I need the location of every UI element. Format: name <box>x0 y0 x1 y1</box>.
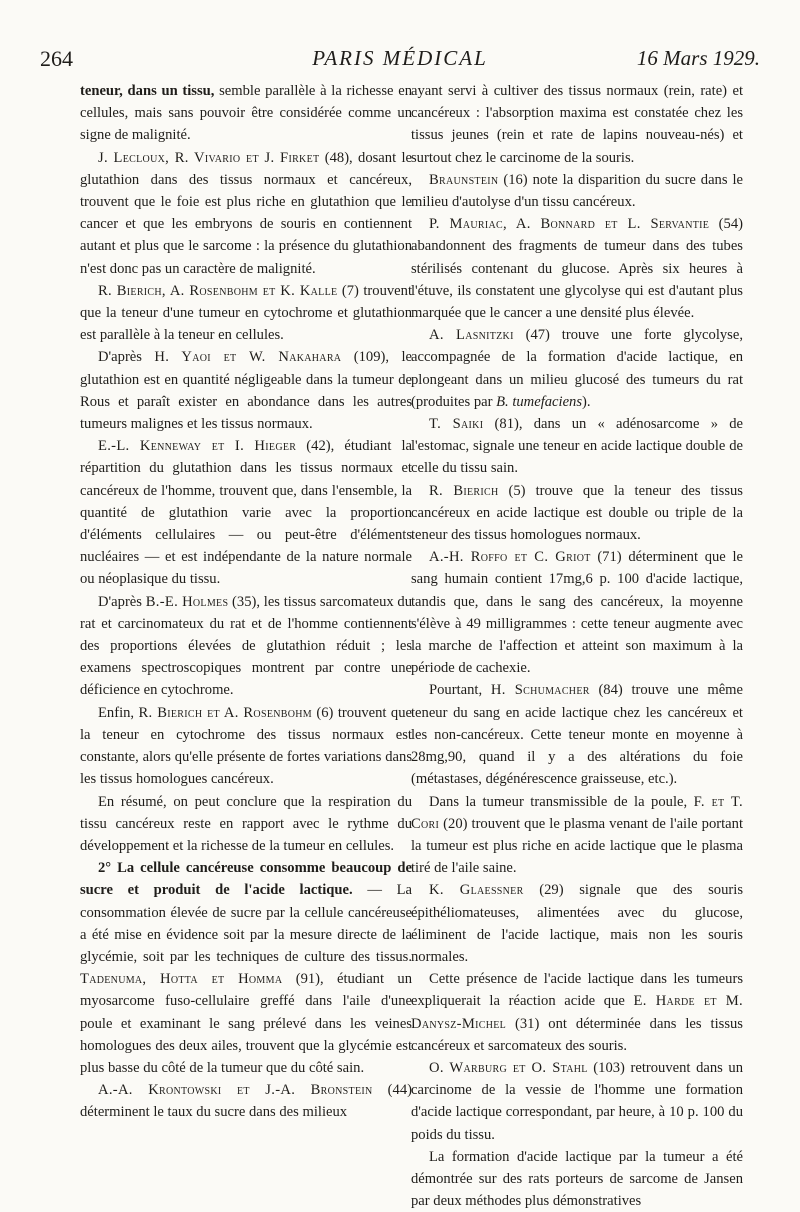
text: ayant servi à cultiver des tissus normaux (rein, rate) et cancéreux : l'absorption maxima est constatée chez les tissus jeunes (rein et rate de lapins nouveau-nés) et surtout chez le carcinome de la souris. <box>411 83 743 166</box>
authors: A. Lasnitzki <box>429 327 514 344</box>
text: Dans la tumeur transmissible de la poule, <box>429 793 694 810</box>
paragraph <box>411 879 743 968</box>
paragraph <box>80 80 412 147</box>
paragraph <box>80 702 412 791</box>
paragraph <box>80 591 412 702</box>
text: (6) trouvent que la teneur en cytochrome des tissus normaux est constante, alors qu'elle présente de fortes variations dans les tissus homologues cancéreux. <box>80 704 412 788</box>
authors: E. Harde et M. Danysz-Michel <box>411 993 743 1032</box>
authors: H. Yaoi et W. Nakahara <box>154 349 342 366</box>
text: (54) abandonnent des fragments de tumeur dans des tubes stérilisés contenant du glucose. Après six heures à l'étuve, ils constatent une glycolyse qui est d'autant plus marquée que le cancer a une densité plus élevée. <box>411 216 743 322</box>
authors: O. Warburg et O. Stahl <box>429 1059 588 1076</box>
paragraph <box>411 480 743 547</box>
left-column <box>80 80 412 1124</box>
text: La formation d'acide lactique par la tumeur a été démontrée sur des rats porteurs de sarcome de Jansen par deux méthodes plus démonstratives <box>411 1148 743 1210</box>
paragraph <box>411 546 743 679</box>
text: Pourtant, <box>429 682 491 699</box>
text: (20) trouvent que le plasma venant de l'aile portant la tumeur est plus riche en acide lactique que le plasma tiré de l'aile saine. <box>411 815 743 877</box>
text: (47) trouve une forte glycolyse, accompagnée de la formation d'acide lactique, en plongeant dans un milieu glucosé des tumeurs du rat (produites par <box>411 327 743 410</box>
authors: K. Glaessner <box>429 882 524 899</box>
paragraph <box>80 147 412 280</box>
species-name: B. tumefaciens <box>496 393 583 410</box>
paragraph <box>411 968 743 1057</box>
journal-title: PARIS MÉDICAL <box>312 46 488 70</box>
paragraph <box>411 80 743 169</box>
paragraph <box>80 1079 412 1123</box>
authors: R. Bierich <box>429 482 499 499</box>
text: Enfin, <box>98 704 139 721</box>
authors: E.-L. Kenneway et I. Hieger <box>98 438 297 455</box>
authors: T. Saiki <box>429 416 484 433</box>
paragraph <box>411 169 743 213</box>
text: (35), les tissus sarcomateux du rat et carcinomateux du rat et de l'homme contiennent des proportions élevées de glutathion réduit ; les examens spectroscopiques montrent par contre une déficience en cytochrome. <box>80 593 413 699</box>
text: (103) retrouvent dans un carcinome de la vessie de l'homme une formation d'acide lactique correspondant, par heure, à 10 p. 100 du poids du tissu. <box>411 1059 743 1143</box>
section-heading: 2° La cellule cancéreuse consomme beaucoup de sucre et produit de l'acide lactique. <box>80 860 412 899</box>
authors: A.-H. Roffo et C. Griot <box>429 549 591 566</box>
text: D'après <box>98 349 155 366</box>
text: D'après <box>98 593 146 610</box>
paragraph <box>411 679 743 790</box>
authors: F. et T. Cori <box>411 793 743 832</box>
text: (91), étudiant un myosarcome fuso-cellulaire greffé dans l'aile d'une poule et examinant le sang prélevé dans les veines homologues des deux ailes, trouvent que la glycémie est plus basse du côté de la tumeur que du côté sain. <box>80 971 412 1076</box>
text: (44) déterminent le taux du sucre dans des milieux <box>80 1082 412 1121</box>
paragraph <box>80 435 412 590</box>
paragraph <box>411 213 743 324</box>
paragraph <box>411 1146 743 1212</box>
paragraph <box>411 791 743 880</box>
text: ). <box>582 393 591 410</box>
paragraph <box>411 413 743 480</box>
text: (7) trouvent que la teneur d'une tumeur en cytochrome et glutathion est parallèle à la teneur en cellules. <box>80 282 413 344</box>
text: (109), le glutathion est en quantité négligeable dans la tumeur de Rous et paraît exister en abondance dans les autres tumeurs malignes et les tissus normaux. <box>80 349 412 433</box>
authors: Tadenuma, Hotta et Homma <box>80 971 283 988</box>
text: (16) note la disparition du sucre dans le milieu d'autolyse d'un tissu cancéreux. <box>411 171 743 211</box>
text: (71) déterminent que le sang humain contient 17mg,6 p. 100 d'acide lactique, tandis que, dans le sang des cancéreux, la moyenne s'élève à 49 milligrammes : cette teneur augmente avec la marche de l'affection et atteint son maximum à la période de cachexie. <box>411 549 743 677</box>
paragraph <box>80 346 412 435</box>
page-header <box>40 46 760 76</box>
issue-date: 16 Mars 1929. <box>636 46 760 70</box>
page-number: 264 <box>40 46 73 71</box>
text: (48), dosant le glutathion dans des tissus normaux et cancéreux, trouvent que le foie est plus riche en glutathion que le cancer et que les embryons de souris en contiennent autant et plus que le sarcome : la présence du glutathion n'est donc pas un caractère de malignité. <box>80 149 412 277</box>
paragraph <box>80 280 412 347</box>
text: — La consommation élevée de sucre par la cellule cancéreuse a été mise en évidence soit par la mesure directe de la glycémie, soit par les techniques de culture des tissus. <box>80 882 412 965</box>
paragraph <box>411 1057 743 1146</box>
text: En résumé, on peut conclure que la respiration du tissu cancéreux reste en rapport avec le rythme du développement et la richesse de la tumeur en cellules. <box>80 793 412 854</box>
paragraph <box>411 324 743 413</box>
authors: H. Schumacher <box>490 682 590 699</box>
bold-text: teneur, dans un tissu, <box>80 83 215 99</box>
authors: Braunstein <box>429 171 499 188</box>
right-column <box>411 80 743 1212</box>
authors: J. Lecloux, R. Vivario et J. Firket <box>98 149 320 166</box>
authors: A.-A. Krontowski et J.-A. Bronstein <box>98 1082 373 1099</box>
text: (31) ont déterminée dans les tissus cancéreux et sarcomateux des souris. <box>411 1015 743 1054</box>
text: (81), dans un « adénosarcome » de l'estomac, signale une teneur en acide lactique double de celle du tissu sain. <box>411 416 743 477</box>
text: Cette présence de l'acide lactique dans les tumeurs expliquerait la réaction acide que <box>411 971 743 1010</box>
paragraph <box>80 791 412 858</box>
text: (42), étudiant la répartition du glutathion dans les tissus normaux et cancéreux de l'homme, trouvent que, dans l'ensemble, la quantité de glutathion varie avec la proportion d'éléments cellulaires — ou peut-être d'éléments nucléaires — et est indépendante de la nature normale ou néoplasique du tissu. <box>80 438 412 588</box>
text: semble parallèle à la richesse en cellules, mais sans pouvoir être considérée comme un signe de malignité. <box>80 83 412 144</box>
text: (84) trouve une même teneur du sang en acide lactique chez les cancéreux et les non-cancéreux. Cette teneur monte en moyenne à 28mg,90, quand il y a des altérations du foie (métastases, dégénérescence graisseuse, etc.). <box>411 682 743 788</box>
text: (5) trouve que la teneur des tissus cancéreux en acide lactique est double ou triple de la teneur des tissus homologues normaux. <box>411 482 743 544</box>
authors: R. Bierich, A. Rosenbohm et K. Kalle <box>98 282 338 299</box>
authors: P. Mauriac, A. Bonnard et L. Servantie <box>429 216 710 233</box>
text: (29) signale que des souris épithéliomateuses, alimentées avec du glucose, éliminent de l'acide lactique, mais non les souris normales. <box>411 882 743 965</box>
authors: B.-E. Holmes <box>145 593 229 610</box>
authors: R. Bierich et A. Rosenbohm <box>138 704 312 721</box>
section-paragraph <box>80 857 412 1079</box>
